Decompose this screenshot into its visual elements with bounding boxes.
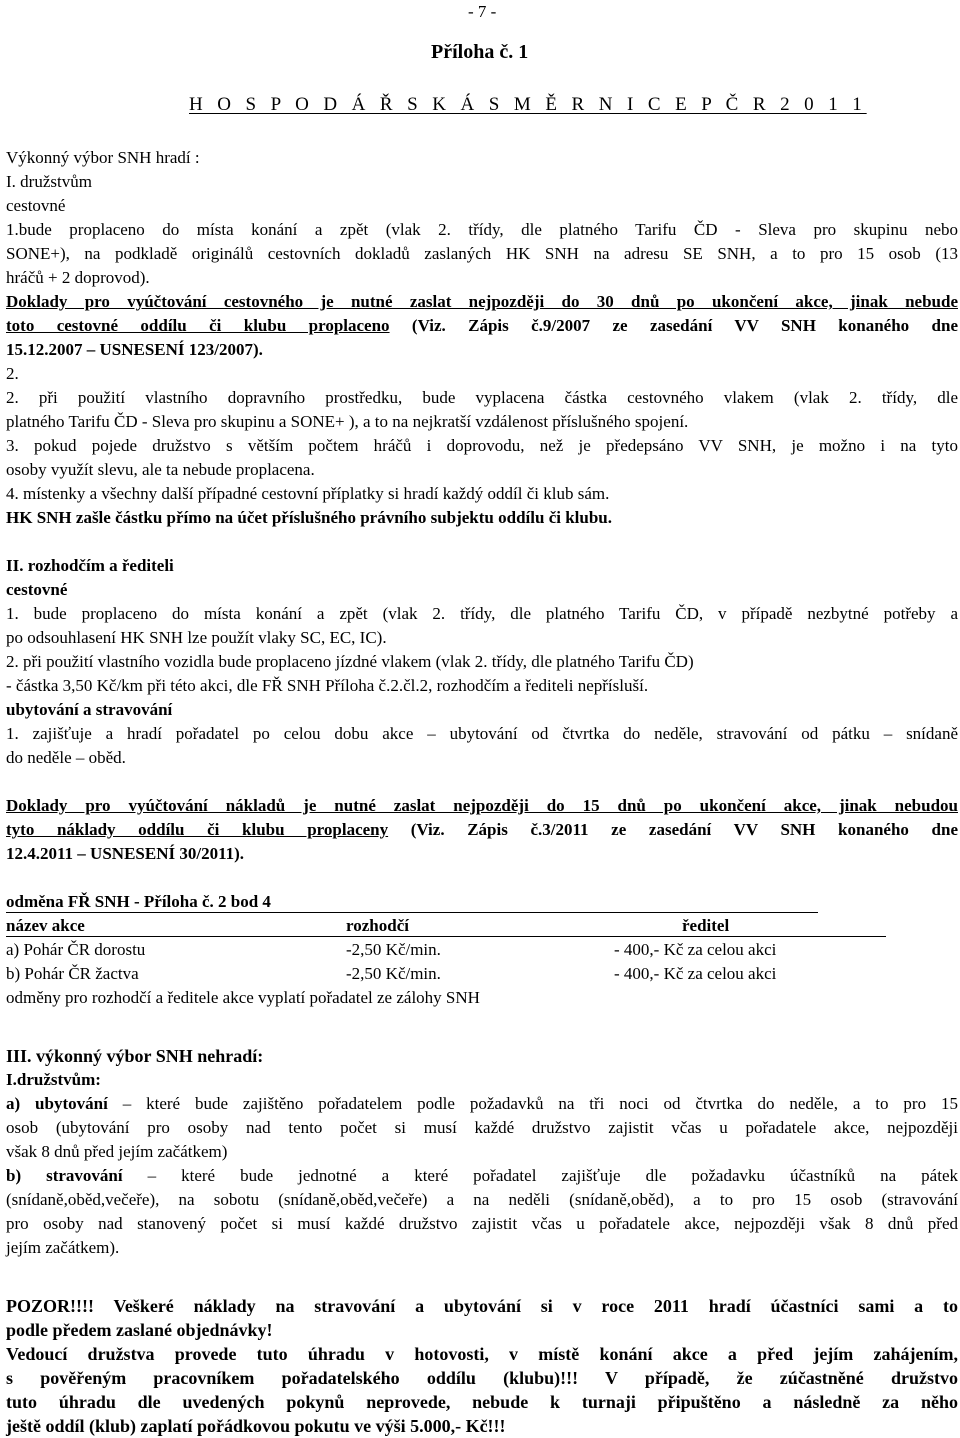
deadline-warning-line: 12.4.2011 – USNESENÍ 30/2011). (6, 844, 245, 863)
paragraph-line: pro osoby nad stanovený počet si musí každé družstvo zajistit včas u pořadatele akce, nejpozději však 8 dnů před (6, 1214, 958, 1233)
deadline-warning-line: Doklady pro vyúčtování nákladů je nutné zaslat nejpozději do 15 dnů po ukončení akce, jinak nebudou (6, 796, 958, 815)
paragraph-line: 1. bude proplaceno do místa konání a zpět (vlak 2. třídy, dle platného Tarifu ČD, v případě nezbytné potřeby a (6, 604, 958, 623)
deadline-warning-line: 15.12.2007 – USNESENÍ 123/2007). (6, 340, 263, 359)
deadline-warning-underlined: tyto náklady oddílu či klubu proplaceny (6, 820, 389, 839)
paragraph-line: hráčů + 2 doprovod). (6, 268, 150, 287)
deadline-warning-line (6, 314, 958, 338)
paragraph-line: platného Tarifu ČD - Sleva pro skupinu a SONE+ ), a to na nejkratší vzdálenost příslušného spojení. (6, 412, 689, 431)
table-cell-referee: -2,50 Kč/min. (346, 964, 441, 983)
warning-line: POZOR!!!! Veškeré náklady na stravování a ubytování si v roce 2011 hradí účastníci sami a to (6, 1296, 958, 1316)
item-b-text: – které bude jednotné a které pořadatel zajišťuje dle požadavku účastníků na pátek (122, 1166, 958, 1185)
paragraph-line: 4. místenky a všechny další případné cestovní příplatky si hradí každý oddíl či klub sám. (6, 484, 610, 503)
table-cell-event: b) Pohár ČR žactva (6, 964, 139, 983)
table-cell-director: - 400,- Kč za celou akci (614, 964, 777, 983)
table-cell-director: - 400,- Kč za celou akci (614, 940, 777, 959)
paragraph-line: osoby využít slevu, ale ta nebude proplacena. (6, 460, 315, 479)
paragraph-line: 3. pokud pojede družstvo s větším počtem hráčů i doprovodu, než je předepsáno VV SNH, je možno i na tyto (6, 436, 958, 455)
deadline-warning-line (6, 818, 958, 842)
document-body (6, 146, 958, 1438)
paragraph-line (6, 1092, 958, 1116)
paragraph-line: však 8 dnů před jejím začátkem) (6, 1142, 228, 1161)
paragraph-line: SONE+), na podkladě originálů cestovních dokladů zaslaných HK SNH na adresu SE SNH, a to pro 15 osob (13 (6, 244, 958, 263)
column-header-referee: rozhodčí (346, 916, 409, 935)
paragraph-line (6, 1164, 958, 1188)
item-b-label: b) stravování (6, 1166, 123, 1185)
item-a-label: a) ubytování (6, 1094, 108, 1113)
deadline-warning-underlined: toto cestovné oddílu či klubu proplaceno (6, 316, 390, 335)
annex-label: Příloha č. 1 (431, 41, 529, 63)
table-cell-referee: -2,50 Kč/min. (346, 940, 441, 959)
document-heading: H O S P O D Á Ř S K Á S M Ě R N I C E P Č R 2 0 1 1 (189, 94, 867, 115)
section1-title: Výkonný výbor SNH hradí : (6, 148, 200, 167)
reward-title-row (6, 890, 818, 914)
paragraph-line: (snídaně,oběd,večeře), na sobotu (snídaně,oběd,večeře) a na neděli (snídaně,oběd), a to pro 15 osob (stravování (6, 1190, 958, 1209)
item-a-text: – které bude zajištěno pořadatelem podle požadavků na tři noci od čtvrtka do neděle, a to pro 15 (107, 1094, 958, 1113)
table-row (6, 962, 958, 986)
warning-line: s pověřeným pracovníkem pořadatelského oddílu (klubu)!!! V případě, že zúčastněné družstvo (6, 1368, 958, 1388)
section3-title: III. výkonný výbor SNH nehradí: (6, 1046, 264, 1066)
warning-line: podle předem zaslané objednávky! (6, 1320, 273, 1340)
paragraph-line: osob (ubytování pro osoby nad tento počet si musí každé družstvo zajistit včas u pořadatele akce, nejpozději (6, 1118, 958, 1137)
section2-title: II. rozhodčím a řediteli (6, 556, 174, 575)
paragraph-line: do neděle – oběd. (6, 748, 126, 767)
list-item: 2. (6, 364, 19, 383)
deadline-warning-reference: (Viz. Zápis č.9/2007 ze zasedání VV SNH konaného dne (389, 316, 958, 335)
warning-line: Vedoucí družstva provede tuto úhradu v hotovosti, v místě konání akce a před jejím zahájením, (6, 1344, 958, 1364)
table-row (6, 938, 958, 962)
table-cell-event: a) Pohár ČR dorostu (6, 940, 146, 959)
paragraph-line: jejím začátkem). (6, 1238, 120, 1257)
section2-accommodation-label: ubytování a stravování (6, 700, 173, 719)
section2-travel-label: cestovné (6, 580, 68, 599)
header-rule (6, 936, 886, 937)
paragraph-line: - částka 3,50 Kč/km při této akci, dle FŘ SNH Příloha č.2.čl.2, rozhodčím a řediteli nepřísluší. (6, 676, 649, 695)
paragraph-line: 2. při použití vlastního dopravního prostředku, bude vyplacena částka cestovného vlakem (vlak 2. třídy, dle (6, 388, 958, 407)
reward-table-header (6, 914, 886, 938)
paragraph-line: 1. zajišťuje a hradí pořadatel po celou dobu akce – ubytování od čtvrtka do neděle, stravování od pátku – snídaně (6, 724, 958, 743)
reward-title: odměna FŘ SNH - Příloha č. 2 bod 4 (6, 892, 271, 911)
section1-subtitle: I. družstvům (6, 172, 92, 191)
paragraph-line: HK SNH zašle částku přímo na účet příslušného právního subjektu oddílu či klubu. (6, 508, 612, 527)
deadline-warning-line: Doklady pro vyúčtování cestovného je nutné zaslat nejpozději do 30 dnů po ukončení akce, jinak nebude (6, 292, 958, 311)
section1-travel-label: cestovné (6, 196, 66, 215)
paragraph-line: po odsouhlasení HK SNH lze použít vlaky SC, EC, IC). (6, 628, 387, 647)
deadline-warning-reference: (Viz. Zápis č.3/2011 ze zasedání VV SNH konaného dne (388, 820, 958, 839)
reward-note: odměny pro rozhodčí a ředitele akce vyplatí pořadatel ze zálohy SNH (6, 988, 480, 1007)
column-header-director: ředitel (682, 916, 730, 935)
warning-line: ještě oddíl (klub) zaplatí pořádkovou pokutu ve výši 5.000,- Kč!!! (6, 1416, 506, 1436)
section3-subtitle: I.družstvům: (6, 1070, 101, 1089)
paragraph-line: 2. při použití vlastního vozidla bude proplaceno jízdné vlakem (vlak 2. třídy, dle platného Tarifu ČD) (6, 652, 694, 671)
paragraph-line: 1.bude proplaceno do místa konání a zpět (vlak 2. třídy, dle platného Tarifu ČD - Sleva pro skupinu nebo (6, 220, 958, 239)
page-number: - 7 - (468, 2, 497, 21)
column-header-event: název akce (6, 916, 85, 935)
warning-line: tuto úhradu dle uvedených pokynů neprovede, nebude k turnaji připuštěno a následně za něho (6, 1392, 958, 1412)
reward-title-rule (6, 912, 818, 913)
